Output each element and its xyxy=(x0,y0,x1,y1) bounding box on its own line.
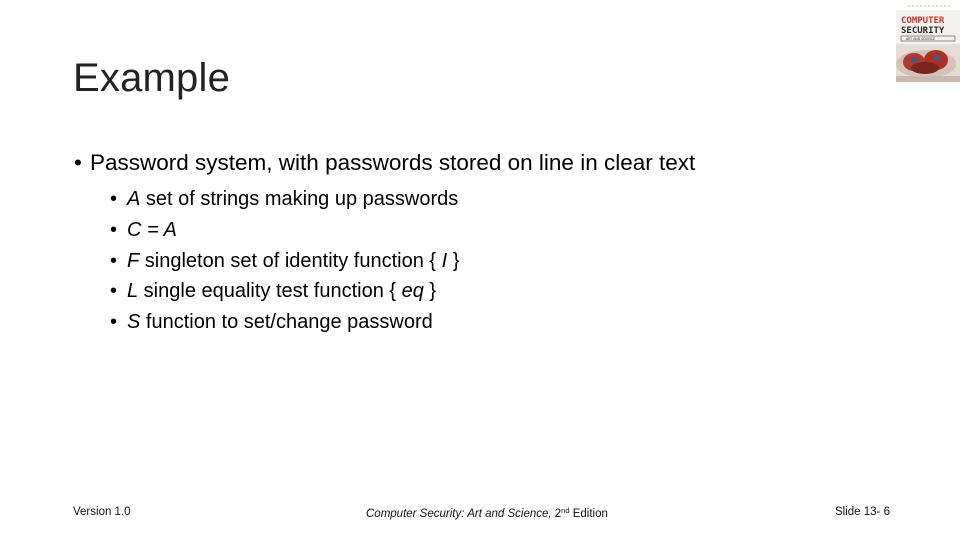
bullet-dot-icon: • xyxy=(110,218,118,241)
sub-bullet-text: singleton set of identity function { xyxy=(139,249,442,272)
cover-line1: COMPUTER xyxy=(901,16,945,26)
sub-bullet-tail: } xyxy=(447,249,460,272)
sub-bullet-list xyxy=(74,184,914,338)
sub-bullet-extra: I xyxy=(441,249,448,272)
slide-title: Example xyxy=(73,56,231,100)
cover-line2: SECURITY xyxy=(901,26,945,36)
sub-bullet-extra: eq xyxy=(401,280,424,303)
cover-subtitle: ART AND SCIENCE xyxy=(906,37,935,41)
book-cover-image xyxy=(896,2,960,82)
footer-book-name: Computer Security: Art and Science, xyxy=(366,508,552,520)
sub-bullet-symbol: A xyxy=(127,188,141,210)
footer-edition-sup: nd xyxy=(561,506,570,515)
sub-bullet-item xyxy=(74,215,914,246)
bullet-dot-icon: • xyxy=(110,280,118,303)
sub-bullet-text: function to set/change password xyxy=(140,311,433,334)
bullet-dot-icon: • xyxy=(74,150,82,175)
sub-bullet-item xyxy=(74,276,914,307)
footer-edition-num: 2 xyxy=(551,508,562,520)
book-cover-graphic xyxy=(896,2,960,82)
sub-bullet-text: set of strings making up passwords xyxy=(140,188,459,210)
sub-bullet-symbol: C = A xyxy=(127,218,177,241)
sub-bullet-text: single equality test function { xyxy=(138,280,402,303)
sub-bullet-item xyxy=(74,246,914,277)
sub-bullet-symbol: S xyxy=(127,311,141,334)
bullet-dot-icon: • xyxy=(110,311,118,334)
main-bullet-text: Password system, with passwords stored on line in clear text xyxy=(90,150,696,175)
sub-bullet-item xyxy=(74,184,914,215)
bullet-dot-icon: • xyxy=(110,249,118,272)
sub-bullet-tail: } xyxy=(423,280,437,303)
bullet-list xyxy=(74,148,914,338)
sub-bullet-item xyxy=(74,307,914,338)
bullet-dot-icon: • xyxy=(110,188,118,210)
footer-version: Version 1.0 xyxy=(73,506,131,518)
footer-edition-word: Edition xyxy=(569,508,608,520)
footer-book-title xyxy=(366,506,608,520)
sub-bullet-symbol: L xyxy=(127,280,139,303)
footer-slide-number: Slide 13- 6 xyxy=(835,506,890,518)
main-bullet xyxy=(74,148,914,178)
sub-bullet-symbol: F xyxy=(127,249,140,272)
